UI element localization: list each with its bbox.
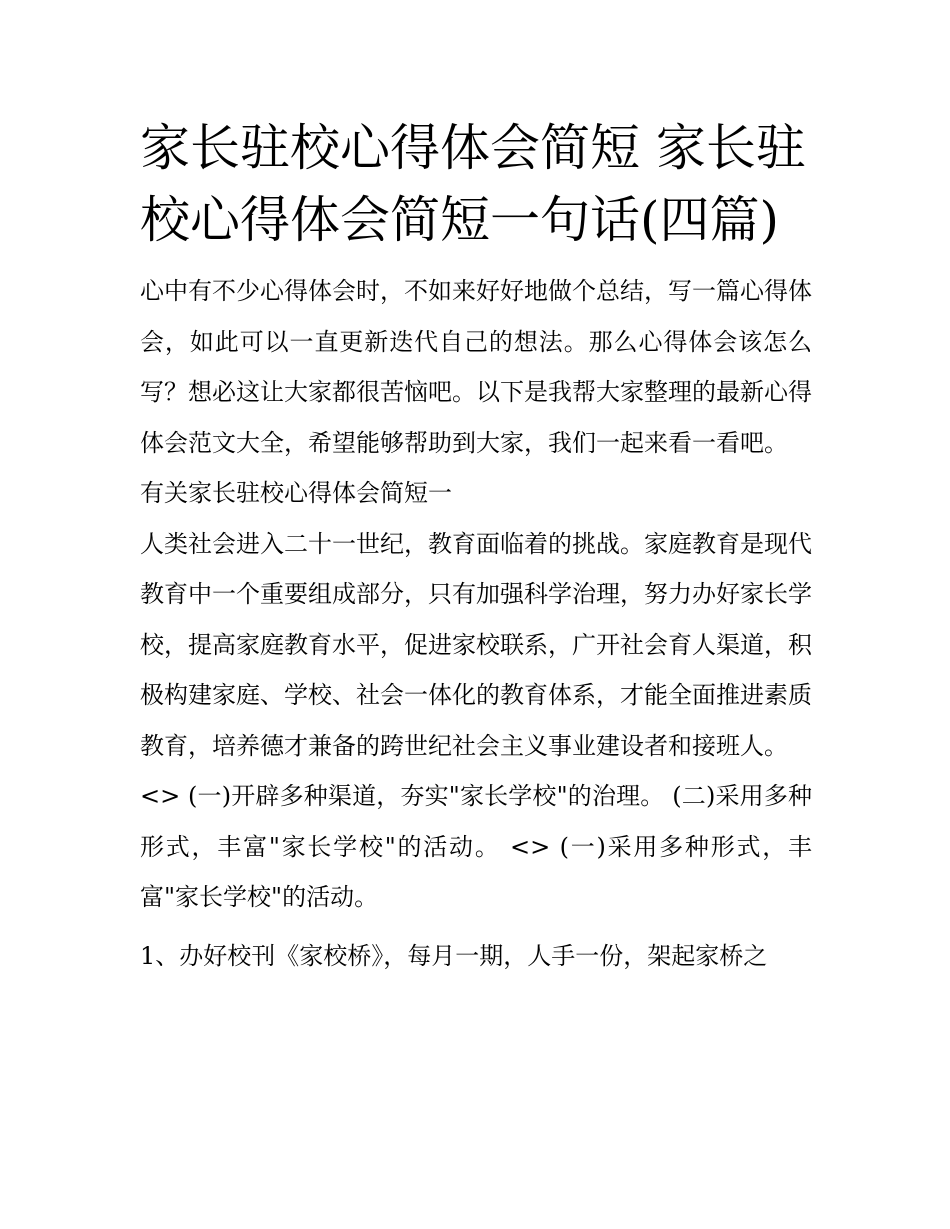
paragraph-gap — [140, 923, 812, 931]
body-paragraph-outline: <> (一)开辟多种渠道，夯实"家长学校"的治理。 (二)采用多种形式，丰富"家长学校"的活动。 <> (一)采用多种形式，丰富"家长学校"的活动。 — [140, 782, 812, 911]
body-paragraph: 人类社会进入二十一世纪，教育面临着的挑战。家庭教育是现代教育中一个重要组成部分，只有加强科学治理，努力办好家长学校，提高家庭教育水平，促进家校联系，广开社会育人渠道，积极构建家庭、学校、社会一体化的教育体系，才能全面推进素质教育，培养德才兼备的跨世纪社会主义事业建设者和接班人。 — [140, 529, 812, 760]
document-page — [140, 112, 812, 981]
document-title: 家长驻校心得体会简短 家长驻校心得体会简短一句话(四篇) — [140, 119, 806, 249]
section-heading: 有关家长驻校心得体会简短一 — [140, 479, 452, 507]
intro-paragraph: 心中有不少心得体会时，不如来好好地做个总结，写一篇心得体会，如此可以一直更新迭代自己的想法。那么心得体会该怎么写？想必这让大家都很苦恼吧。以下是我帮大家整理的最新心得体会范文大全，希望能够帮助到大家，我们一起来看一看吧。 — [140, 277, 812, 457]
list-item-1: 1、办好校刊《家校桥》，每月一期，人手一份，架起家桥之 — [140, 941, 768, 970]
